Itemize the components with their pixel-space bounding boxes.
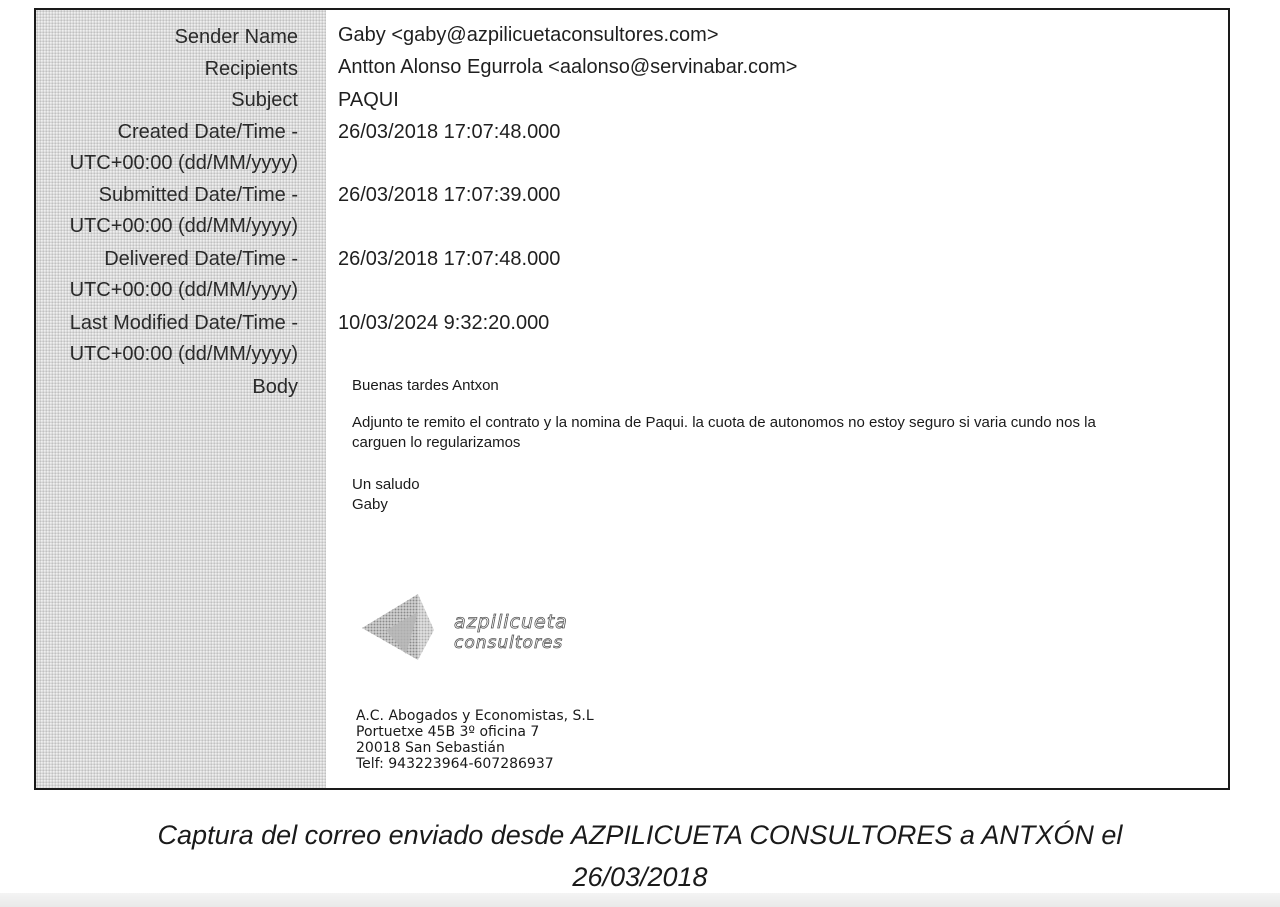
azpilicueta-logo [358, 590, 628, 670]
company-signature [356, 708, 594, 772]
caption-line-2: 26/03/2018 [572, 862, 708, 892]
body-label: Body [252, 376, 298, 398]
submitted-date-label: Submitted Date/Time - UTC+00:00 (dd/MM/yyyy) [69, 184, 298, 237]
email-body [352, 376, 1230, 515]
recipients-value: Antton Alonso Egurrola <aalonso@servinabar.com> [338, 56, 798, 78]
created-date-label: Created Date/Time - UTC+00:00 (dd/MM/yyyy) [69, 121, 298, 174]
sender-name-value: Gaby <gaby@azpilicuetaconsultores.com> [338, 24, 719, 46]
body-greeting: Buenas tardes Antxon [352, 377, 499, 394]
last-modified-date-label: Last Modified Date/Time - UTC+00:00 (dd/MM/yyyy) [69, 312, 298, 365]
figure-caption [0, 814, 1280, 898]
logo-text-line-1: azpilicueta [454, 611, 568, 633]
last-modified-date-value: 10/03/2024 9:32:20.000 [338, 312, 550, 334]
signature-phone: Telf: 943223964-607286937 [356, 756, 554, 772]
logo-text-line-2: consultores [454, 633, 564, 653]
recipients-label: Recipients [204, 58, 298, 80]
body-paragraph-line-2: carguen lo regularizamos [352, 434, 521, 451]
created-date-value: 26/03/2018 17:07:48.000 [338, 121, 561, 143]
signature-address: Portuetxe 45B 3º oficina 7 [356, 724, 540, 740]
body-closing: Un saludo [352, 476, 420, 493]
delivered-date-value: 26/03/2018 17:07:48.000 [338, 248, 561, 270]
sender-name-label: Sender Name [174, 26, 298, 48]
logo-triangle-icon [358, 590, 628, 670]
caption-line-1: Captura del correo enviado desde AZPILICUETA CONSULTORES a ANTXÓN el [157, 820, 1123, 850]
email-capture-frame [34, 8, 1230, 790]
subject-value: PAQUI [338, 89, 399, 111]
subject-label: Subject [231, 89, 298, 111]
signature-company: A.C. Abogados y Economistas, S.L [356, 708, 594, 724]
signature-city: 20018 San Sebastián [356, 740, 505, 756]
delivered-date-label: Delivered Date/Time - UTC+00:00 (dd/MM/yyyy) [69, 248, 298, 301]
submitted-date-value: 26/03/2018 17:07:39.000 [338, 184, 561, 206]
page-bottom-edge [0, 893, 1280, 907]
body-sender: Gaby [352, 496, 388, 513]
body-paragraph-line-1: Adjunto te remito el contrato y la nomina de Paqui. la cuota de autonomos no estoy seguro si varia cundo nos la [352, 414, 1096, 431]
